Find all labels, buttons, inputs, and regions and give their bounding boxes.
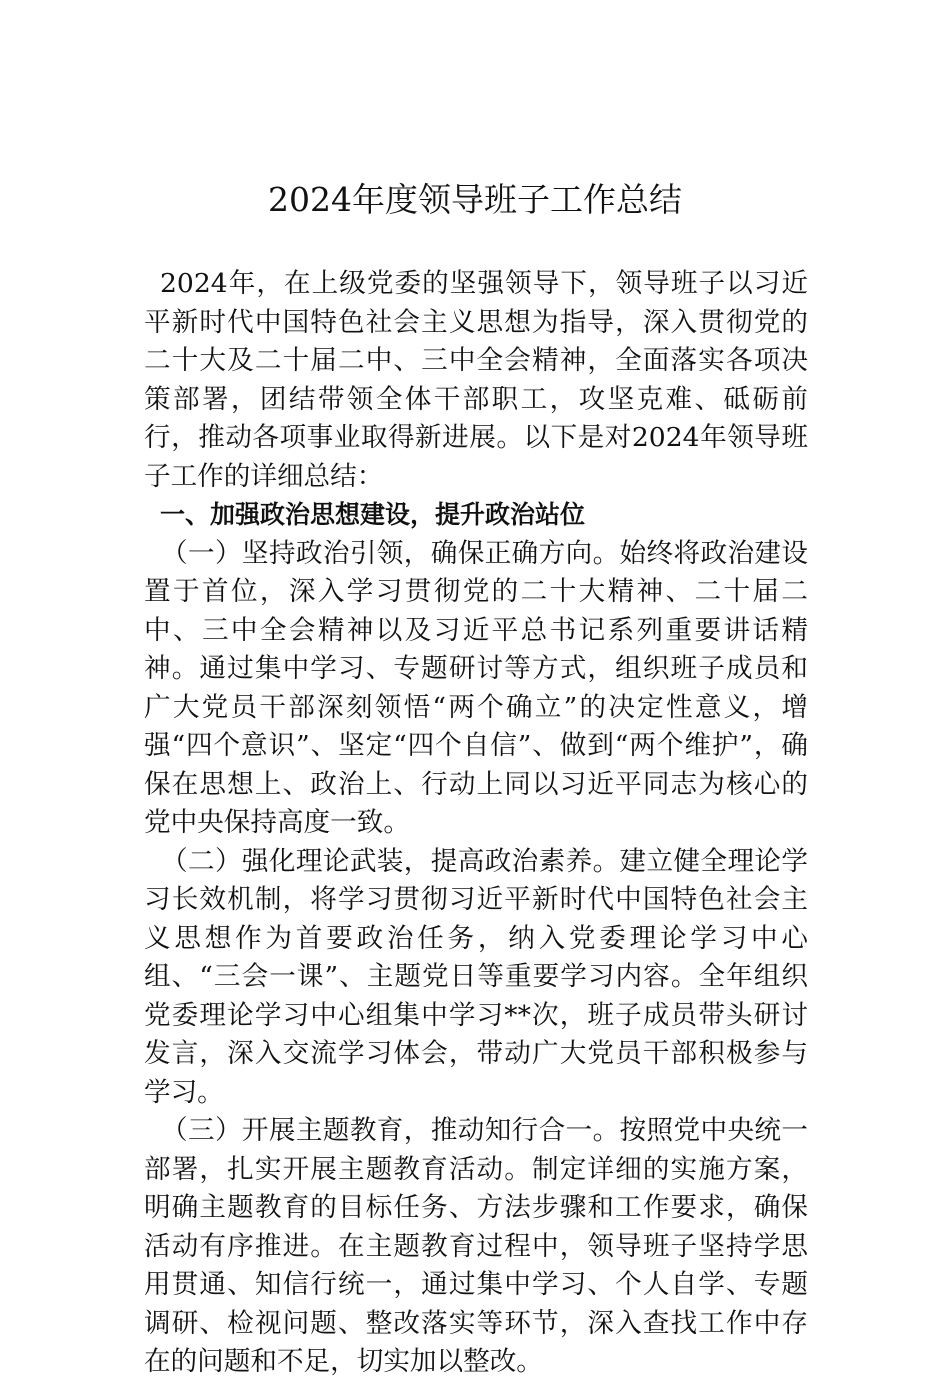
- body-paragraph: （一）坚持政治引领，确保正确方向。始终将政治建设置于首位，深入学习贯彻党的二十大精神、二十届二中、三中全会精神以及习近平总书记系列重要讲话精神。通过集中学习、专题研讨等方式，组织班子成员和广大党员干部深刻领悟“两个确立”的决定性意义，增强“四个意识”、坚定“四个自信”、做到“两个维护”，确保在思想上、政治上、行动上同以习近平同志为核心的党中央保持高度一致。: [144, 537, 808, 838]
- document-body: [144, 265, 808, 1382]
- intro-paragraph: 2024年，在上级党委的坚强领导下，领导班子以习近平新时代中国特色社会主义思想为指导，深入贯彻党的二十大及二十届二中、三中全会精神，全面落实各项决策部署，团结带领全体干部职工，攻坚克难、砥砺前行，推动各项事业取得新进展。以下是对2024年领导班子工作的详细总结：: [144, 268, 808, 492]
- section-heading: 一、加强政治思想建设，提升政治站位: [160, 500, 586, 529]
- document-title: 2024年度领导班子工作总结: [268, 180, 682, 219]
- body-paragraph: （三）开展主题教育，推动知行合一。按照党中央统一部署，扎实开展主题教育活动。制定详细的实施方案，明确主题教育的目标任务、方法步骤和工作要求，确保活动有序推进。在主题教育过程中，领导班子坚持学思用贯通、知信行统一，通过集中学习、个人自学、专题调研、检视问题、整改落实等环节，深入查找工作中存在的问题和不足，切实加以整改。: [144, 1115, 808, 1377]
- body-paragraph: （二）强化理论武装，提高政治素养。建立健全理论学习长效机制，将学习贯彻习近平新时代中国特色社会主义思想作为首要政治任务，纳入党委理论学习中心组、“三会一课”、主题党日等重要学习内容。全年组织党委理论学习中心组集中学习**次，班子成员带头研讨发言，深入交流学习体会，带动广大党员干部积极参与学习。: [144, 845, 808, 1108]
